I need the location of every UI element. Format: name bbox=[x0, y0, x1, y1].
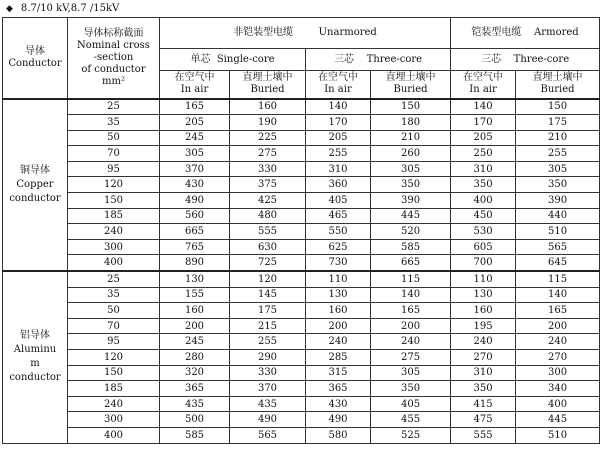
ampacity-cell: 890 bbox=[160, 255, 230, 271]
table-row bbox=[3, 193, 600, 209]
section-cell: 25 bbox=[68, 271, 160, 287]
ampacity-cell: 405 bbox=[306, 193, 371, 209]
ampacity-cell: 465 bbox=[306, 208, 371, 224]
section-cell: 150 bbox=[68, 193, 160, 209]
table-row bbox=[3, 334, 600, 350]
ampacity-cell: 475 bbox=[451, 412, 516, 428]
ampacity-cell: 700 bbox=[451, 255, 516, 271]
section-cell: 240 bbox=[68, 224, 160, 240]
ampacity-cell: 240 bbox=[451, 334, 516, 350]
ampacity-cell: 245 bbox=[160, 334, 230, 350]
ampacity-cell: 175 bbox=[516, 115, 600, 131]
ampacity-cell: 310 bbox=[306, 161, 371, 177]
ampacity-cell: 370 bbox=[160, 161, 230, 177]
ampacity-cell: 205 bbox=[306, 130, 371, 146]
section-cell: 95 bbox=[68, 161, 160, 177]
ampacity-cell: 155 bbox=[160, 287, 230, 303]
ampacity-cell: 245 bbox=[160, 130, 230, 146]
section-cell: 300 bbox=[68, 412, 160, 428]
ampacity-cell: 625 bbox=[306, 239, 371, 255]
ampacity-cell: 350 bbox=[371, 381, 451, 397]
ampacity-cell: 360 bbox=[306, 177, 371, 193]
section-cell: 300 bbox=[68, 239, 160, 255]
ampacity-cell: 390 bbox=[371, 193, 451, 209]
ampacity-cell: 350 bbox=[451, 381, 516, 397]
ampacity-cell: 530 bbox=[451, 224, 516, 240]
ampacity-cell: 415 bbox=[451, 396, 516, 412]
ampacity-cell: 565 bbox=[516, 239, 600, 255]
ampacity-cell: 195 bbox=[451, 318, 516, 334]
ampacity-cell: 555 bbox=[451, 427, 516, 443]
buried-header: 直埋土壤中 Buried bbox=[230, 71, 306, 99]
ampacity-cell: 275 bbox=[371, 350, 451, 366]
section-cell: 35 bbox=[68, 287, 160, 303]
ampacity-cell: 180 bbox=[371, 115, 451, 131]
conductor-header: 导体 Conductor bbox=[3, 18, 68, 99]
ampacity-cell: 450 bbox=[451, 208, 516, 224]
ampacity-cell: 120 bbox=[230, 271, 306, 287]
ampacity-cell: 210 bbox=[516, 130, 600, 146]
section-header: 导体标称截面 Nominal cross -section of conductor mm² bbox=[68, 18, 160, 99]
conductor-group-label: 铝导体 Aluminu m conductor bbox=[3, 271, 68, 443]
ampacity-cell: 200 bbox=[371, 318, 451, 334]
ampacity-cell: 110 bbox=[306, 271, 371, 287]
ampacity-cell: 130 bbox=[160, 271, 230, 287]
ampacity-cell: 730 bbox=[306, 255, 371, 271]
ampacity-cell: 350 bbox=[516, 177, 600, 193]
ampacity-cell: 160 bbox=[160, 303, 230, 319]
ampacity-cell: 190 bbox=[230, 115, 306, 131]
ampacity-cell: 285 bbox=[306, 350, 371, 366]
table-row bbox=[3, 287, 600, 303]
ampacity-cell: 240 bbox=[371, 334, 451, 350]
ampacity-cell: 490 bbox=[306, 412, 371, 428]
table-row bbox=[3, 381, 600, 397]
ampacity-cell: 305 bbox=[516, 161, 600, 177]
ampacity-cell: 210 bbox=[371, 130, 451, 146]
ampacity-cell: 455 bbox=[371, 412, 451, 428]
ampacity-cell: 350 bbox=[451, 177, 516, 193]
ampacity-cell: 315 bbox=[306, 365, 371, 381]
ampacity-cell: 580 bbox=[306, 427, 371, 443]
ampacity-cell: 430 bbox=[160, 177, 230, 193]
section-cell: 95 bbox=[68, 334, 160, 350]
table-row bbox=[3, 239, 600, 255]
ampacity-cell: 150 bbox=[371, 99, 451, 115]
ampacity-cell: 430 bbox=[306, 396, 371, 412]
ampacity-cell: 400 bbox=[451, 193, 516, 209]
ampacity-cell: 585 bbox=[371, 239, 451, 255]
ampacity-cell: 560 bbox=[160, 208, 230, 224]
table-row bbox=[3, 130, 600, 146]
ampacity-table bbox=[2, 17, 600, 444]
ampacity-cell: 555 bbox=[230, 224, 306, 240]
ampacity-cell: 370 bbox=[230, 381, 306, 397]
ampacity-cell: 480 bbox=[230, 208, 306, 224]
section-cell: 185 bbox=[68, 381, 160, 397]
diamond-bullet-icon: ◆ bbox=[6, 4, 13, 14]
ampacity-cell: 255 bbox=[306, 146, 371, 162]
ampacity-cell: 320 bbox=[160, 365, 230, 381]
single-core-header: 单芯 Single-core bbox=[160, 49, 306, 71]
table-row bbox=[3, 396, 600, 412]
ampacity-cell: 330 bbox=[230, 161, 306, 177]
table-row bbox=[3, 271, 600, 287]
ampacity-cell: 585 bbox=[160, 427, 230, 443]
section-cell: 25 bbox=[68, 99, 160, 115]
ampacity-cell: 300 bbox=[516, 365, 600, 381]
ampacity-cell: 165 bbox=[160, 99, 230, 115]
table-row bbox=[3, 115, 600, 131]
table-row bbox=[3, 350, 600, 366]
table-row bbox=[3, 177, 600, 193]
section-cell: 240 bbox=[68, 396, 160, 412]
ampacity-cell: 205 bbox=[160, 115, 230, 131]
ampacity-cell: 270 bbox=[451, 350, 516, 366]
section-cell: 400 bbox=[68, 427, 160, 443]
ampacity-cell: 270 bbox=[516, 350, 600, 366]
ampacity-cell: 115 bbox=[516, 271, 600, 287]
ampacity-cell: 145 bbox=[230, 287, 306, 303]
ampacity-cell: 165 bbox=[516, 303, 600, 319]
ampacity-cell: 435 bbox=[160, 396, 230, 412]
ampacity-cell: 330 bbox=[230, 365, 306, 381]
ampacity-cell: 140 bbox=[516, 287, 600, 303]
ampacity-cell: 665 bbox=[371, 255, 451, 271]
conductor-group-label: 铜导体 Copper conductor bbox=[3, 99, 68, 272]
section-cell: 120 bbox=[68, 350, 160, 366]
ampacity-cell: 130 bbox=[306, 287, 371, 303]
ampacity-cell: 290 bbox=[230, 350, 306, 366]
section-cell: 400 bbox=[68, 255, 160, 271]
ampacity-cell: 170 bbox=[451, 115, 516, 131]
table-row bbox=[3, 99, 600, 115]
table-row bbox=[3, 303, 600, 319]
ampacity-cell: 260 bbox=[371, 146, 451, 162]
in-air-header: 在空气中 In air bbox=[306, 71, 371, 99]
ampacity-cell: 445 bbox=[371, 208, 451, 224]
ampacity-cell: 665 bbox=[160, 224, 230, 240]
ampacity-cell: 365 bbox=[306, 381, 371, 397]
ampacity-cell: 160 bbox=[451, 303, 516, 319]
ampacity-cell: 205 bbox=[451, 130, 516, 146]
section-cell: 35 bbox=[68, 115, 160, 131]
section-cell: 120 bbox=[68, 177, 160, 193]
ampacity-cell: 240 bbox=[306, 334, 371, 350]
ampacity-cell: 435 bbox=[230, 396, 306, 412]
ampacity-cell: 280 bbox=[160, 350, 230, 366]
ampacity-cell: 500 bbox=[160, 412, 230, 428]
table-row bbox=[3, 255, 600, 271]
ampacity-cell: 375 bbox=[230, 177, 306, 193]
in-air-header: 在空气中 In air bbox=[160, 71, 230, 99]
ampacity-cell: 200 bbox=[160, 318, 230, 334]
ampacity-cell: 520 bbox=[371, 224, 451, 240]
ampacity-cell: 170 bbox=[306, 115, 371, 131]
ampacity-cell: 140 bbox=[371, 287, 451, 303]
section-cell: 50 bbox=[68, 130, 160, 146]
section-cell: 50 bbox=[68, 303, 160, 319]
three-core-header: 三芯 Three-core bbox=[306, 49, 451, 71]
ampacity-cell: 140 bbox=[451, 99, 516, 115]
ampacity-cell: 130 bbox=[451, 287, 516, 303]
ampacity-cell: 255 bbox=[516, 146, 600, 162]
ampacity-cell: 490 bbox=[230, 412, 306, 428]
table-row bbox=[3, 365, 600, 381]
ampacity-cell: 605 bbox=[451, 239, 516, 255]
three-core-armored-header: 三芯 Three-core bbox=[451, 49, 600, 71]
ampacity-cell: 140 bbox=[306, 99, 371, 115]
ampacity-cell: 240 bbox=[516, 334, 600, 350]
ampacity-cell: 350 bbox=[371, 177, 451, 193]
unarmored-header: 非铠装型电缆 Unarmored bbox=[160, 18, 451, 49]
ampacity-cell: 725 bbox=[230, 255, 306, 271]
table-row bbox=[3, 161, 600, 177]
ampacity-cell: 250 bbox=[451, 146, 516, 162]
ampacity-cell: 255 bbox=[230, 334, 306, 350]
ampacity-cell: 175 bbox=[230, 303, 306, 319]
in-air-header: 在空气中 In air bbox=[451, 71, 516, 99]
ampacity-cell: 160 bbox=[230, 99, 306, 115]
ampacity-cell: 110 bbox=[451, 271, 516, 287]
table-row bbox=[3, 318, 600, 334]
ampacity-cell: 425 bbox=[230, 193, 306, 209]
ampacity-cell: 405 bbox=[371, 396, 451, 412]
buried-header: 直埋土壤中 Buried bbox=[516, 71, 600, 99]
ampacity-cell: 645 bbox=[516, 255, 600, 271]
ampacity-cell: 765 bbox=[160, 239, 230, 255]
ampacity-cell: 275 bbox=[230, 146, 306, 162]
ampacity-cell: 305 bbox=[160, 146, 230, 162]
section-cell: 150 bbox=[68, 365, 160, 381]
ampacity-cell: 340 bbox=[516, 381, 600, 397]
ampacity-cell: 630 bbox=[230, 239, 306, 255]
buried-header: 直埋土壤中 Buried bbox=[371, 71, 451, 99]
ampacity-cell: 490 bbox=[160, 193, 230, 209]
ampacity-cell: 150 bbox=[516, 99, 600, 115]
ampacity-cell: 305 bbox=[371, 365, 451, 381]
ampacity-cell: 440 bbox=[516, 208, 600, 224]
ampacity-cell: 165 bbox=[371, 303, 451, 319]
ampacity-cell: 200 bbox=[516, 318, 600, 334]
ampacity-cell: 400 bbox=[516, 396, 600, 412]
ampacity-cell: 160 bbox=[306, 303, 371, 319]
ampacity-cell: 200 bbox=[306, 318, 371, 334]
table-row bbox=[3, 427, 600, 443]
section-cell: 70 bbox=[68, 146, 160, 162]
ampacity-cell: 445 bbox=[516, 412, 600, 428]
ampacity-cell: 510 bbox=[516, 224, 600, 240]
table-row bbox=[3, 412, 600, 428]
ampacity-cell: 115 bbox=[371, 271, 451, 287]
ampacity-cell: 225 bbox=[230, 130, 306, 146]
ampacity-cell: 365 bbox=[160, 381, 230, 397]
ampacity-cell: 510 bbox=[516, 427, 600, 443]
ampacity-cell: 305 bbox=[371, 161, 451, 177]
ampacity-cell: 550 bbox=[306, 224, 371, 240]
ampacity-cell: 310 bbox=[451, 161, 516, 177]
armored-header: 铠装型电缆 Armored bbox=[451, 18, 600, 49]
ampacity-cell: 390 bbox=[516, 193, 600, 209]
caption bbox=[6, 2, 119, 16]
table-row bbox=[3, 146, 600, 162]
caption-text: 8.7/10 kV,8.7 /15kV bbox=[20, 3, 120, 14]
ampacity-cell: 215 bbox=[230, 318, 306, 334]
ampacity-cell: 525 bbox=[371, 427, 451, 443]
table-row bbox=[3, 208, 600, 224]
section-cell: 70 bbox=[68, 318, 160, 334]
ampacity-cell: 565 bbox=[230, 427, 306, 443]
table-row bbox=[3, 224, 600, 240]
section-cell: 185 bbox=[68, 208, 160, 224]
ampacity-cell: 310 bbox=[451, 365, 516, 381]
